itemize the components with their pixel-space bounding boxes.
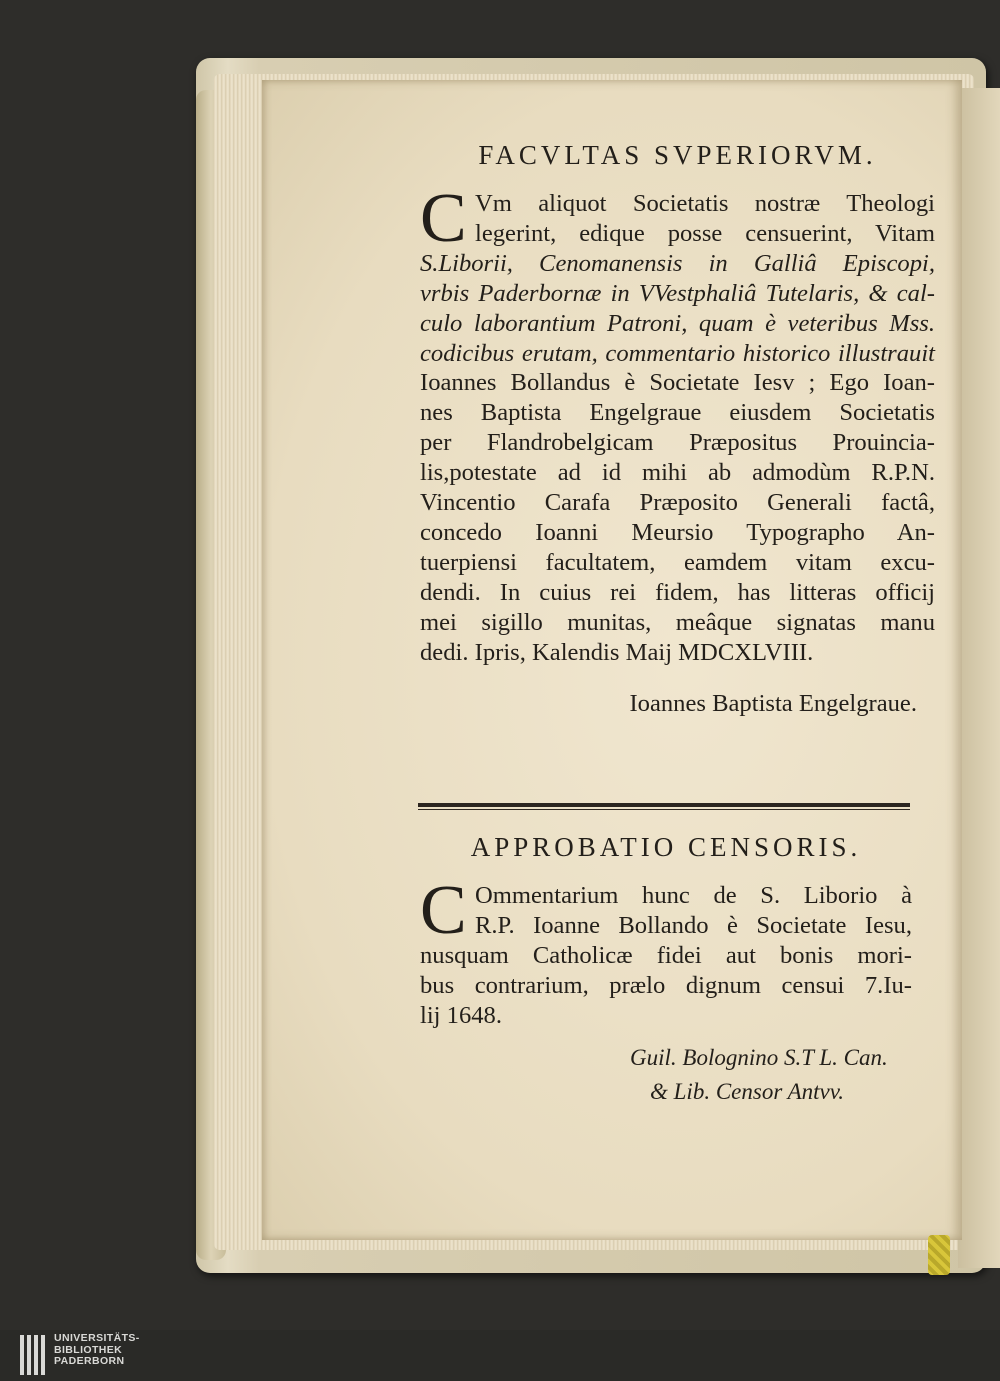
text-line: S.Liborii, Cenomanensis in Galliâ Episcopi, xyxy=(420,249,935,277)
footer-bar xyxy=(0,1330,1000,1381)
facultas-signature: Ioannes Baptista Engelgraue. xyxy=(629,689,917,717)
censor-signature-line: & Lib. Censor Antvv. xyxy=(650,1078,845,1104)
text-line: concedo Ioanni Meursio Typographo An- xyxy=(420,518,935,546)
text-line: codicibus erutam, commentario historico illustrauit xyxy=(420,339,935,367)
facultas-section xyxy=(420,140,935,718)
logo-line: UNIVERSITÄTS- xyxy=(54,1332,140,1344)
dropcap-letter: C xyxy=(420,180,467,257)
text-line: per Flandrobelgicam Præpositus Prouincia- xyxy=(420,429,935,457)
text-line: Vm aliquot Societatis nostræ Theologi xyxy=(475,190,935,217)
facultas-paragraph xyxy=(420,180,935,668)
section-divider-thin xyxy=(418,809,910,810)
text-line: culo laborantium Patroni, quam è veteribus Mss. xyxy=(420,309,935,337)
text-line: legerint, edique posse censuerint, Vitam xyxy=(475,219,935,247)
logo-line: BIBLIOTHEK xyxy=(54,1343,123,1356)
approbatio-section xyxy=(420,832,912,1109)
text-line: R.P. Ioanne Bollando è Societate Iesu, xyxy=(475,911,912,939)
text-line: nes Baptista Engelgraue eiusdem Societatis xyxy=(420,399,935,427)
censor-signature-line: Guil. Bolognino S.T L. Can. xyxy=(630,1044,888,1070)
library-logo-icon xyxy=(18,1333,48,1377)
bookmark-ribbon xyxy=(928,1235,950,1275)
text-line: Vincentio Carafa Præposito Generali factâ, xyxy=(420,489,935,517)
text-line: Ommentarium hunc de S. Liborio à xyxy=(475,882,912,909)
text-line: Ioannes Bollandus è Societate Iesv ; Ego Ioan- xyxy=(420,369,935,397)
text-line: lis,potestate ad id mihi ab admodùm R.P.N. xyxy=(420,459,935,487)
text-line: dendi. In cuius rei fidem, has litteras officij xyxy=(420,578,935,606)
facultas-heading: FACVLTAS SVPERIORVM. xyxy=(478,140,877,170)
text-line: vrbis Paderbornæ in VVestphaliâ Tutelaris, & cal- xyxy=(420,279,935,307)
text-line: bus contrarium, prælo dignum censui 7.Iu- xyxy=(420,971,912,999)
approbatio-heading: APPROBATIO CENSORIS. xyxy=(470,832,862,862)
dropcap-letter: C xyxy=(420,872,467,949)
section-divider xyxy=(418,803,910,807)
text-line: lij 1648. xyxy=(420,1001,502,1029)
text-line: dedi. Ipris, Kalendis Maij MDCXLVIII. xyxy=(420,638,814,666)
logo-line: PADERBORN xyxy=(54,1355,125,1367)
text-line: mei sigillo munitas, meâque signatas manu xyxy=(420,608,935,636)
library-logo-text xyxy=(54,1333,140,1368)
facing-page-edge xyxy=(958,88,1000,1268)
censor-signature-block xyxy=(420,1041,912,1109)
approbatio-paragraph xyxy=(420,872,912,1031)
text-line: tuerpiensi facultatem, eamdem vitam excu- xyxy=(420,548,935,576)
text-line: nusquam Catholicæ fidei aut bonis mori- xyxy=(420,941,912,969)
